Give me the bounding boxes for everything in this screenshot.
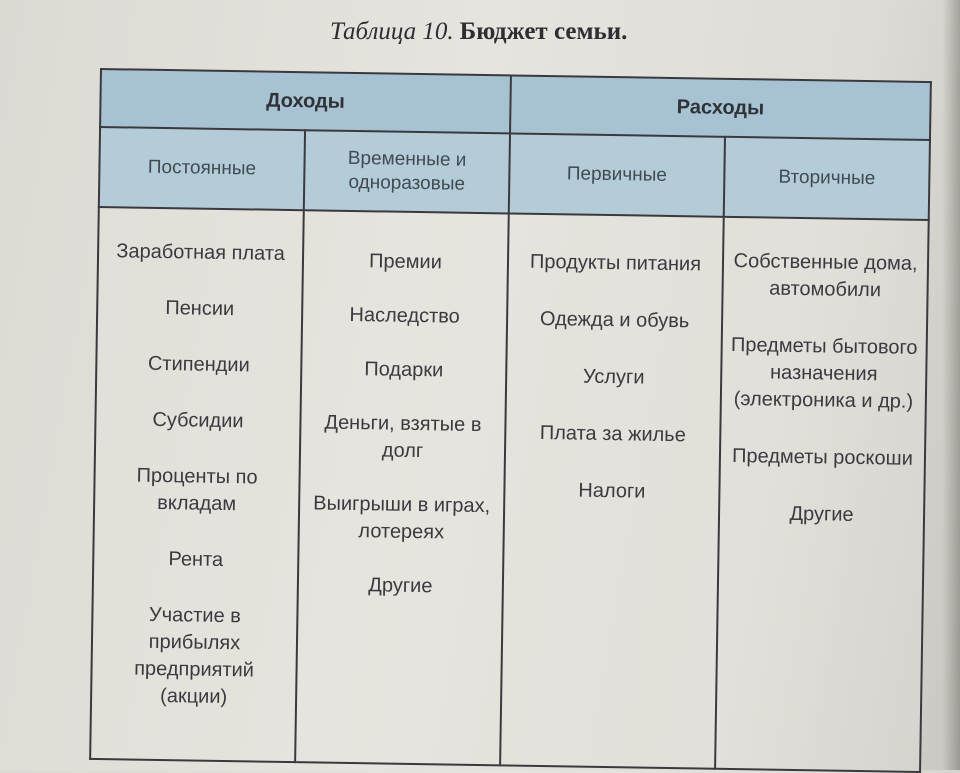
- table-cell-item: Выигрыши в играх, лотереях: [313, 492, 491, 544]
- caption-title: Бюджет семьи.: [459, 18, 628, 45]
- table-cell-item: Проценты по вкладам: [136, 464, 258, 516]
- expenses-primary-list: [505, 248, 722, 506]
- table-cell-item: Плата за жилье: [539, 421, 686, 447]
- table-cell-item: Налоги: [578, 479, 646, 503]
- table-cell-item: Премии: [368, 250, 443, 274]
- expenses-primary-header: Первичные: [509, 133, 725, 216]
- table-cell-item: Одежда и обувь: [539, 307, 690, 333]
- expenses-primary-cell: [500, 213, 724, 768]
- table-cell-item: Деньги, взятые в долг: [324, 411, 482, 463]
- table-cell-item: Предметы бытового назначения (электроника и др.): [730, 333, 918, 413]
- family-budget-table: [89, 68, 932, 773]
- caption-number: Таблица 10.: [330, 18, 454, 45]
- expenses-secondary-header: Вторичные: [724, 137, 930, 220]
- table-cell-item: Другие: [789, 502, 854, 526]
- income-group-header: Доходы: [100, 69, 511, 133]
- table-cell-item: Заработная плата: [116, 240, 286, 265]
- table-cell-item: Участие в прибылях предприятий (акции): [134, 603, 255, 709]
- expenses-group-header: Расходы: [510, 75, 931, 140]
- income-constant-header: Постоянные: [99, 127, 305, 210]
- budget-table-container: [89, 68, 930, 773]
- expenses-secondary-list: [720, 248, 927, 530]
- table-cell-item: Услуги: [582, 365, 645, 389]
- table-cell-item: Подарки: [364, 358, 444, 382]
- table-cell-item: Рента: [168, 548, 224, 571]
- table-cell-item: Другие: [368, 574, 433, 598]
- table-cell-item: Стипендии: [147, 352, 250, 377]
- table-cell-item: Собственные дома, автомобили: [733, 249, 918, 302]
- table-cell-item: Продукты питания: [529, 250, 702, 276]
- income-temporary-header: Временные и одноразовые: [304, 130, 510, 213]
- income-constant-cell: [90, 207, 304, 762]
- income-constant-list: [92, 238, 302, 712]
- table-cell-item: Предметы роскоши: [731, 444, 914, 470]
- table-cell-item: Наследство: [349, 303, 460, 328]
- income-temporary-list: [299, 247, 508, 601]
- table-caption: [330, 18, 627, 46]
- income-temporary-cell: [295, 210, 509, 765]
- book-page-edge: [942, 0, 960, 770]
- table-cell-item: Пенсии: [165, 297, 235, 321]
- expenses-secondary-cell: [715, 217, 929, 772]
- table-cell-item: Субсидии: [152, 408, 244, 433]
